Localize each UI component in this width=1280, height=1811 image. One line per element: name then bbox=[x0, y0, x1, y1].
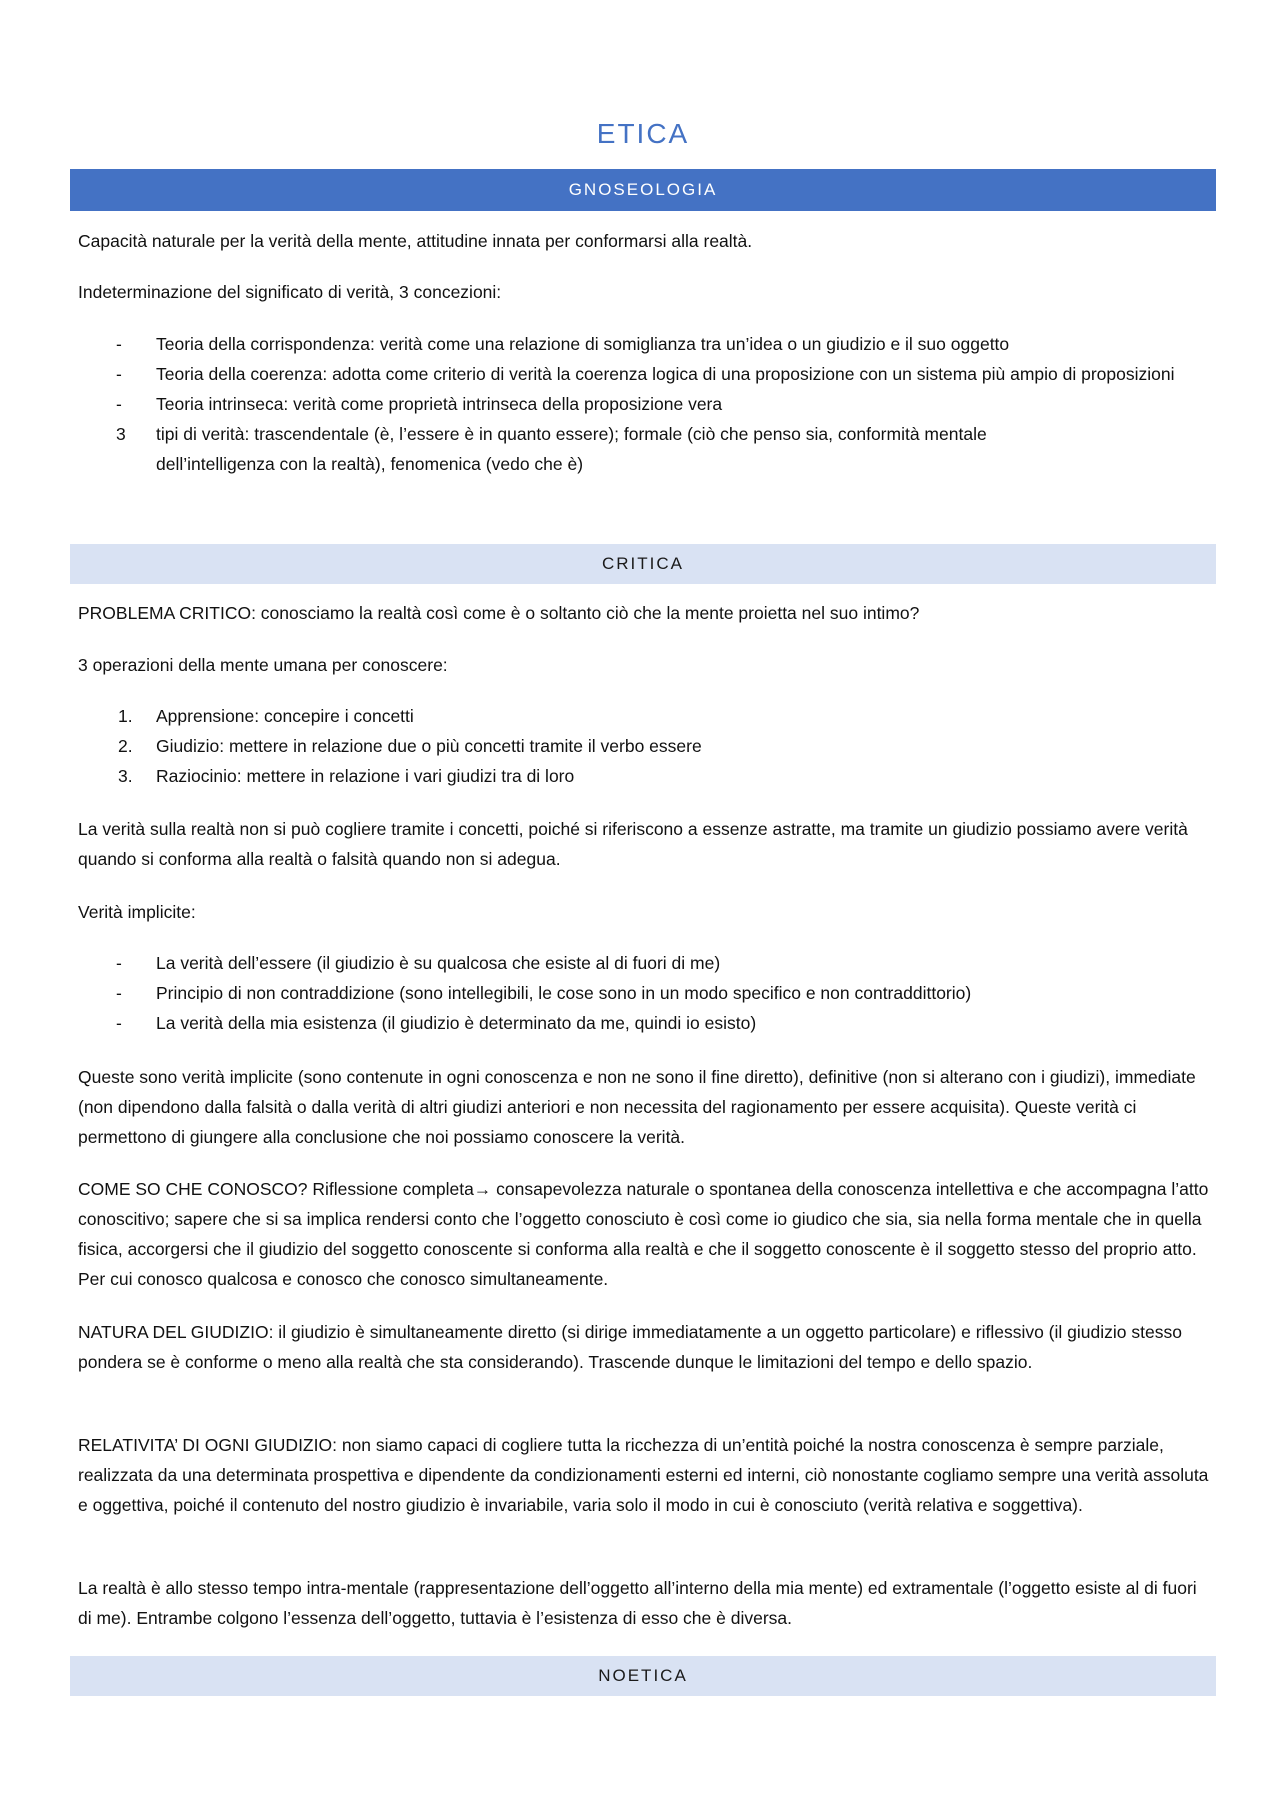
list-marker: - bbox=[116, 364, 122, 384]
list-item bbox=[78, 948, 1213, 978]
list-item-text: La verità dell’essere (il giudizio è su qualcosa che esiste al di fuori di me) bbox=[156, 953, 721, 973]
document-title: ETICA bbox=[596, 118, 690, 149]
paragraph: 3 operazioni della mente umana per conoscere: bbox=[78, 655, 448, 675]
list-item bbox=[78, 419, 1213, 479]
section-heading-noetica: NOETICA bbox=[70, 1656, 1216, 1696]
list-marker: - bbox=[116, 334, 122, 354]
list-marker: 3. bbox=[118, 766, 133, 786]
list-item bbox=[78, 701, 1213, 731]
list-marker: - bbox=[116, 1013, 122, 1033]
paragraph: COME SO CHE CONOSCO? Riflessione completa→ consapevolezza naturale o spontanea della conoscenza intellettiva e che accompagna l’atto conoscitivo; sapere che si sa implica rendersi conto che l’oggetto conosciuto è così come io giudico che sia, sia nella forma mentale che in quella fisica, accorgersi che il giudizio del soggetto conoscente si conforma alla realtà e che il soggetto conoscente è il soggetto stesso del proprio atto. Per cui conosco qualcosa e conosco che conosco simultaneamente. bbox=[78, 1179, 1209, 1289]
paragraph: PROBLEMA CRITICO: conosciamo la realtà così come è o soltanto ciò che la mente proietta nel suo intimo? bbox=[78, 603, 920, 623]
paragraph: Capacità naturale per la verità della mente, attitudine innata per conformarsi alla realtà. bbox=[78, 231, 753, 251]
list-marker: - bbox=[116, 983, 122, 1003]
list-marker: 3 bbox=[116, 424, 126, 444]
paragraph: RELATIVITA’ DI OGNI GIUDIZIO: non siamo capaci di cogliere tutta la ricchezza di un’entità poiché la nostra conoscenza è sempre parziale, realizzata da una determinata prospettiva e dipendente da condizionamenti esterni ed interni, ciò nonostante cogliamo sempre una verità assoluta e oggettiva, poiché il contenuto del nostro giudizio è invariabile, varia solo il modo in cui è conosciuto (verità relativa e soggettiva). bbox=[78, 1435, 1209, 1515]
mind-operations-list bbox=[78, 701, 1213, 791]
list-marker: - bbox=[116, 953, 122, 973]
section-heading-critica: CRITICA bbox=[70, 544, 1216, 584]
list-item-text: Raziocinio: mettere in relazione i vari giudizi tra di loro bbox=[156, 766, 575, 786]
list-item-text: Teoria della coerenza: adotta come criterio di verità la coerenza logica di una proposizione con un sistema più ampio di proposizioni bbox=[156, 364, 1175, 384]
list-marker: 1. bbox=[118, 706, 133, 726]
list-item-text: Teoria della corrispondenza: verità come una relazione di somiglianza tra un’idea o un giudizio e il suo oggetto bbox=[156, 334, 1010, 354]
paragraph: La realtà è allo stesso tempo intra-mentale (rappresentazione dell’oggetto all’interno della mia mente) ed extramentale (l’oggetto esiste al di fuori di me). Entrambe colgono l’essenza dell’oggetto, tuttavia è l’esistenza di esso che è diversa. bbox=[78, 1578, 1197, 1628]
list-item-text: tipi di verità: trascendentale (è, l’essere è in quanto essere); formale (ciò che penso sia, conformità mentale dell’intelligenza con la realtà), fenomenica (vedo che è) bbox=[156, 424, 987, 474]
list-item bbox=[78, 359, 1213, 389]
paragraph: Indeterminazione del significato di verità, 3 concezioni: bbox=[78, 282, 502, 302]
paragraph: Queste sono verità implicite (sono contenute in ogni conoscenza e non ne sono il fine diretto), definitive (non si alterano con i giudizi), immediate (non dipendono dalla falsità o dalla verità di altri giudizi anteriori e non necessita del ragionamento per essere acquisita). Queste verità ci permettono di giungere alla conclusione che noi possiamo conoscere la verità. bbox=[78, 1067, 1196, 1147]
truth-theories-list bbox=[78, 329, 1213, 479]
paragraph: Verità implicite: bbox=[78, 902, 196, 922]
paragraph: La verità sulla realtà non si può cogliere tramite i concetti, poiché si riferiscono a essenze astratte, ma tramite un giudizio possiamo avere verità quando si conforma alla realtà o falsità quando non si adegua. bbox=[78, 819, 1188, 869]
list-item-text: Apprensione: concepire i concetti bbox=[156, 706, 414, 726]
list-item bbox=[78, 1008, 1213, 1038]
paragraph: NATURA DEL GIUDIZIO: il giudizio è simultaneamente diretto (si dirige immediatamente a un oggetto particolare) e riflessivo (il giudizio stesso pondera se è conforme o meno alla realtà che sta considerando). Trascende dunque le limitazioni del tempo e dello spazio. bbox=[78, 1322, 1182, 1372]
list-item-text: Principio di non contraddizione (sono intellegibili, le cose sono in un modo specifico e non contraddittorio) bbox=[156, 983, 972, 1003]
list-marker: - bbox=[116, 394, 122, 414]
list-item bbox=[78, 761, 1213, 791]
list-item bbox=[78, 731, 1213, 761]
list-item bbox=[78, 329, 1213, 359]
section-heading-gnoseologia: GNOSEOLOGIA bbox=[70, 169, 1216, 211]
list-item-text: La verità della mia esistenza (il giudizio è determinato da me, quindi io esisto) bbox=[156, 1013, 757, 1033]
list-item-text: Giudizio: mettere in relazione due o più concetti tramite il verbo essere bbox=[156, 736, 702, 756]
implicit-truths-list bbox=[78, 948, 1213, 1038]
list-item bbox=[78, 389, 1213, 419]
list-marker: 2. bbox=[118, 736, 133, 756]
list-item-text: Teoria intrinseca: verità come proprietà intrinseca della proposizione vera bbox=[156, 394, 723, 414]
list-item bbox=[78, 978, 1213, 1008]
